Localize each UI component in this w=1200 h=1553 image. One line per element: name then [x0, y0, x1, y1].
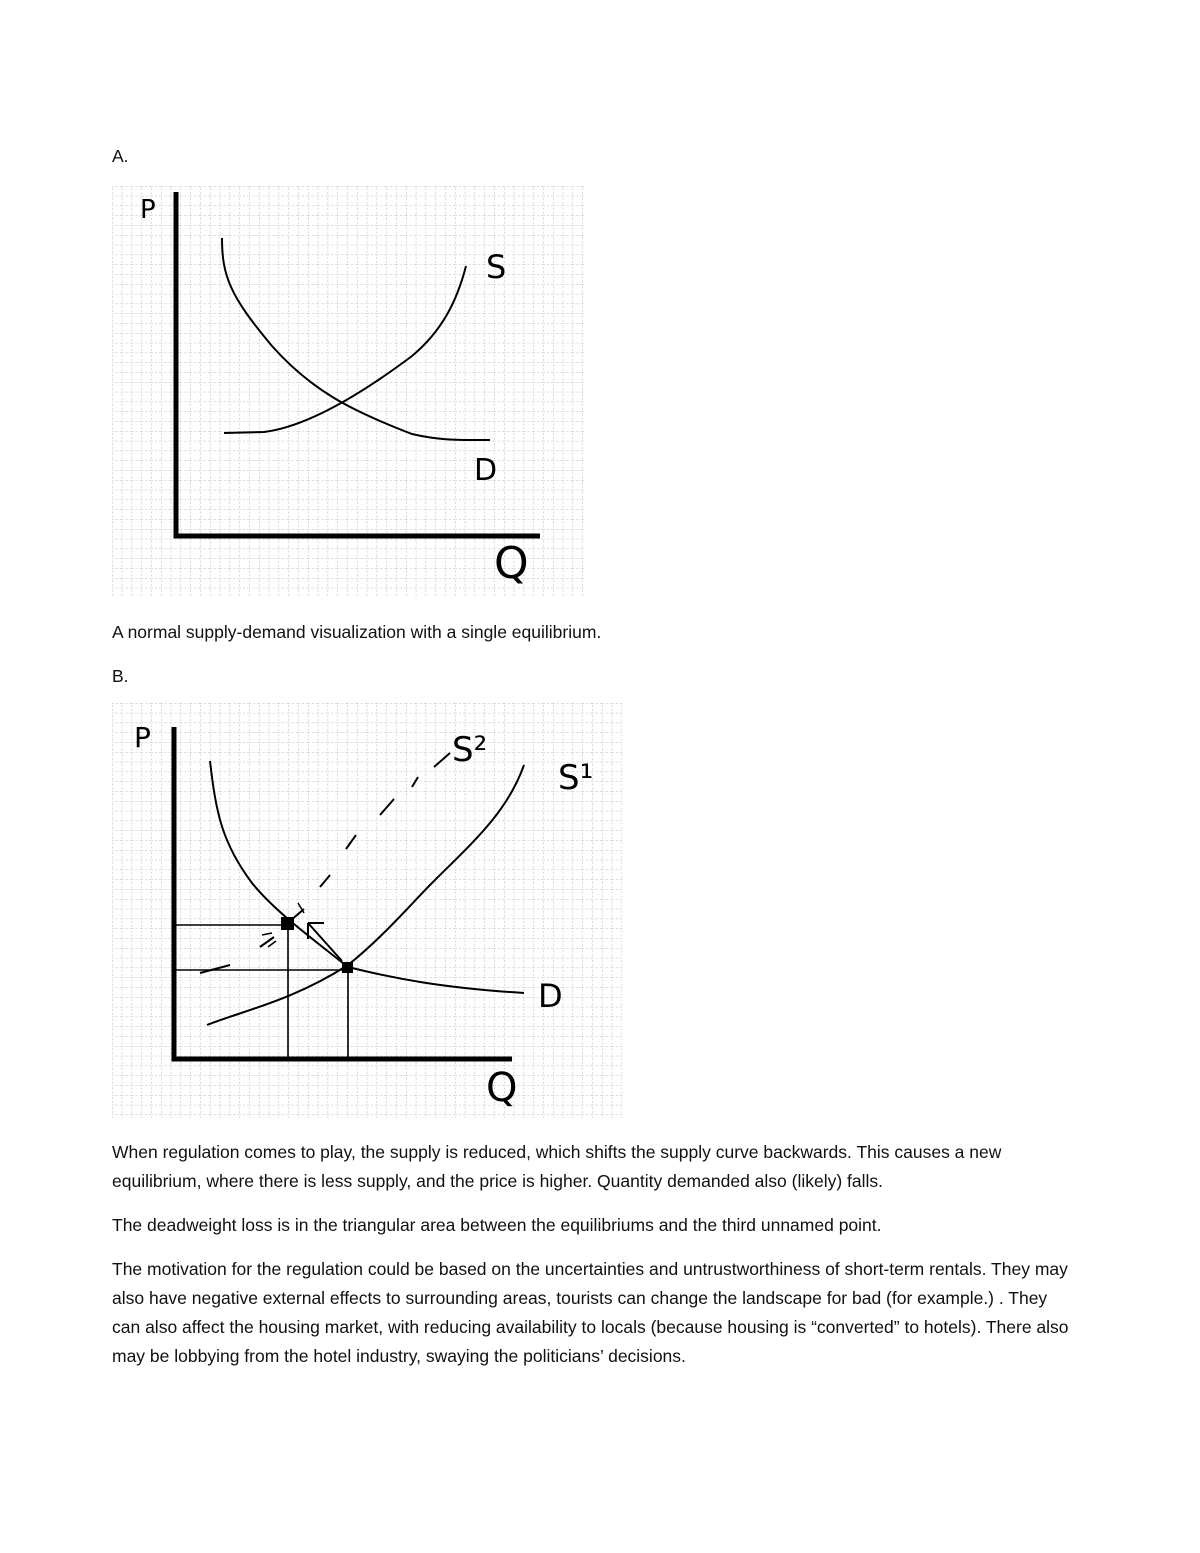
axis-p-label: P [134, 721, 151, 754]
grid-background [112, 703, 622, 1118]
supply-label: S [486, 248, 507, 286]
figure-a-label: A. [112, 146, 129, 166]
supply2-label: S² [452, 730, 488, 770]
demand-label: D [474, 453, 498, 488]
figure-a-graph [112, 186, 584, 596]
axis-q-label: Q [486, 1065, 518, 1111]
supply1-label: S¹ [558, 758, 594, 798]
paragraph-regulation: When regulation comes to play, the supply is reduced, which shifts the supply curve backwards. This causes a new equilibrium, where there is less supply, and the price is higher. Quantity demanded also (likely) falls. [112, 1142, 1002, 1191]
axis-p-label: P [140, 195, 156, 225]
equilibrium-point-original [342, 962, 353, 973]
axis-q-label: Q [494, 538, 529, 589]
equilibrium-point-new [281, 917, 294, 930]
figure-b-label: B. [112, 666, 129, 686]
paragraph-deadweight-loss: The deadweight loss is in the triangular area between the equilibriums and the third unnamed point. [112, 1215, 882, 1235]
figure-b-graph [112, 703, 622, 1118]
figure-a-caption: A normal supply-demand visualization with a single equilibrium. [112, 622, 602, 642]
demand-label: D [538, 977, 563, 1015]
paragraph-motivation: The motivation for the regulation could be based on the uncertainties and untrustworthiness of short-term rentals. They may also have negative external effects to surrounding areas, tourists can change the landscape for bad (for example.) . They can also affect the housing market, with reducing availability to locals (because housing is “converted” to hotels). There also may be lobbying from the hotel industry, swaying the politicians’ decisions. [112, 1259, 1069, 1366]
